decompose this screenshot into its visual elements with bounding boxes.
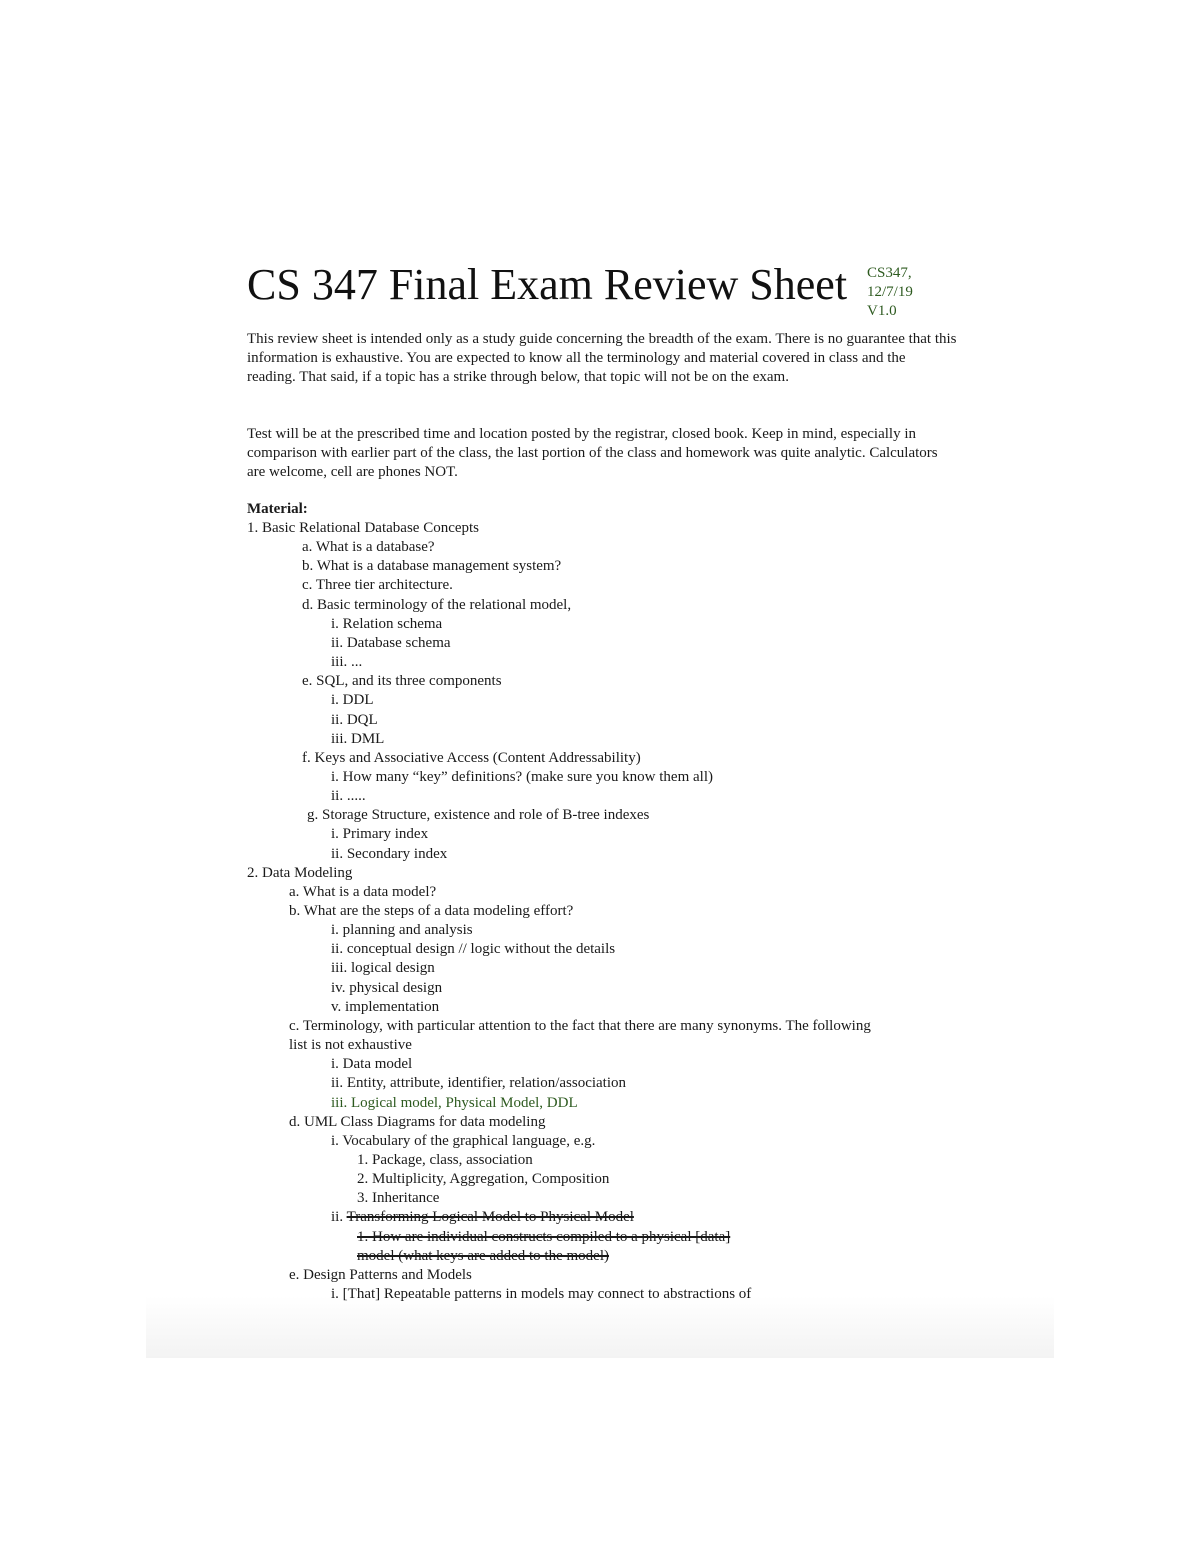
outline-item xyxy=(289,1113,545,1132)
outline-item-text: 2. Data Modeling xyxy=(247,864,353,881)
version-note-course: CS347, xyxy=(867,265,912,281)
outline-item-text: i. [That] Repeatable patterns in models may connect to abstractions of xyxy=(331,1286,752,1302)
outline-item xyxy=(331,940,615,959)
outline-item xyxy=(289,1017,871,1036)
outline-item xyxy=(331,845,447,864)
outline-item-text: b. What are the steps of a data modeling effort? xyxy=(289,903,574,919)
outline-item xyxy=(357,1151,533,1170)
outline-item-text: g. Storage Structure, existence and role of B-tree indexes xyxy=(307,807,650,824)
outline-item xyxy=(357,1247,609,1266)
outline-item-text: iii. ... xyxy=(331,654,363,671)
outline-item-text: list is not exhaustive xyxy=(289,1037,412,1054)
outline-item-text: d. UML Class Diagrams for data modeling xyxy=(289,1113,546,1130)
outline-item xyxy=(331,768,713,787)
outline-item xyxy=(307,806,649,825)
outline-item-text: ii. Database schema xyxy=(331,634,451,651)
outline-item xyxy=(289,1036,412,1055)
outline-item xyxy=(247,864,352,883)
outline-item-text: a. What is a data model? xyxy=(289,883,437,900)
outline-item-text: ii. Entity, attribute, identifier, relation/association xyxy=(331,1075,627,1092)
outline-item xyxy=(331,1208,634,1227)
outline-item xyxy=(331,1074,626,1093)
outline-item xyxy=(331,998,439,1017)
outline-item-text: i. How many “key” definitions? (make sure you know them all) xyxy=(331,768,713,785)
outline-item-text: e. SQL, and its three components xyxy=(302,673,502,690)
intro-paragraph: This review sheet is intended only as a study guide concerning the breadth of the exam. There is no guarantee that this information is exhaustive. You are expected to know all the terminology and material covered in class and the reading. That said, if a topic has a strike through below, that topic will not be on the exam. xyxy=(247,331,957,385)
outline-item-text: Transforming Logical Model to Physical Model xyxy=(346,1209,634,1226)
outline-item xyxy=(331,979,442,998)
outline-item-text: 1. Package, class, association xyxy=(357,1151,533,1168)
outline-item-text: ii. Secondary index xyxy=(331,845,448,862)
outline-item xyxy=(331,1094,578,1113)
outline-item xyxy=(331,615,442,634)
version-note xyxy=(867,264,947,321)
outline-item xyxy=(247,519,479,538)
outline-item xyxy=(289,1266,472,1285)
outline-item-text: d. Basic terminology of the relational model, xyxy=(302,596,572,613)
outline-item-text: i. planning and analysis xyxy=(331,922,473,939)
outline-item-number: ii. xyxy=(331,1209,347,1226)
outline-item xyxy=(331,1285,751,1304)
outline-item xyxy=(302,672,502,691)
outline-item xyxy=(302,576,453,595)
outline-item-text: iii. logical design xyxy=(331,960,435,977)
outline-item xyxy=(331,921,473,940)
outline-item xyxy=(302,538,435,557)
outline-item xyxy=(331,634,451,653)
outline-item xyxy=(357,1170,609,1189)
outline-item-text: b. What is a database management system? xyxy=(302,558,562,575)
version-note-version: V1.0 xyxy=(867,303,897,319)
outline-item xyxy=(331,711,378,730)
outline-item xyxy=(331,730,384,749)
outline-item-text: f. Keys and Associative Access (Content Addressability) xyxy=(302,749,641,766)
outline-item-text: 3. Inheritance xyxy=(357,1190,440,1207)
outline-item-text: i. Vocabulary of the graphical language, e.g. xyxy=(331,1132,596,1149)
outline-item xyxy=(302,749,641,768)
outline-item-text: iii. DML xyxy=(331,730,385,747)
outline-item-text: i. Data model xyxy=(331,1056,413,1073)
outline-item-text: iv. physical design xyxy=(331,979,443,996)
outline-item-text: 1. How are individual constructs compiled to a physical [data] xyxy=(357,1228,731,1245)
outline-item xyxy=(357,1189,439,1208)
outline-item xyxy=(331,825,428,844)
outline-item-text: ii. conceptual design // logic without the details xyxy=(331,941,616,958)
outline-item-text: i. DDL xyxy=(331,692,374,709)
outline-item-text: ii. ..... xyxy=(331,788,366,805)
document-title: CS 347 Final Exam Review Sheet xyxy=(247,260,848,309)
outline-item xyxy=(331,1132,595,1151)
outline-item-text: i. Relation schema xyxy=(331,615,443,632)
outline-item-text: 1. Basic Relational Database Concepts xyxy=(247,520,480,536)
outline-item-text: v. implementation xyxy=(331,998,440,1015)
outline-item-text: e. Design Patterns and Models xyxy=(289,1266,472,1283)
outline-item-text: i. Primary index xyxy=(331,826,429,843)
outline-item xyxy=(289,883,436,902)
outline-item-text: iii. Logical model, Physical Model, DDL xyxy=(331,1094,578,1111)
outline-item xyxy=(331,959,435,978)
test-info-paragraph: Test will be at the prescribed time and location posted by the registrar, closed book. Keep in mind, especially in comparison with earlier part of the class, the last portion of the class and homework was quite analytic. Calculators are welcome, cell are phones NOT. xyxy=(247,426,938,480)
outline-item-text: model (what keys are added to the model) xyxy=(357,1247,609,1264)
outline-item xyxy=(289,902,573,921)
document-page xyxy=(146,0,1054,1358)
material-heading: Material: xyxy=(247,501,308,517)
outline-item xyxy=(331,691,374,710)
outline-item-text: c. Terminology, with particular attention to the fact that there are many synonyms. The following xyxy=(289,1017,871,1034)
outline-item xyxy=(357,1228,730,1247)
outline-item-text: c. Three tier architecture. xyxy=(302,577,453,594)
outline-item xyxy=(302,596,571,615)
outline-item xyxy=(302,557,561,576)
outline-item xyxy=(331,1055,412,1074)
outline-item-text: ii. DQL xyxy=(331,711,378,728)
outline-item-text: a. What is a database? xyxy=(302,539,435,556)
outline-item xyxy=(331,787,366,806)
version-note-date: 12/7/19 xyxy=(867,284,913,300)
outline-item-text: 2. Multiplicity, Aggregation, Composition xyxy=(357,1171,610,1188)
outline-item xyxy=(331,653,362,672)
